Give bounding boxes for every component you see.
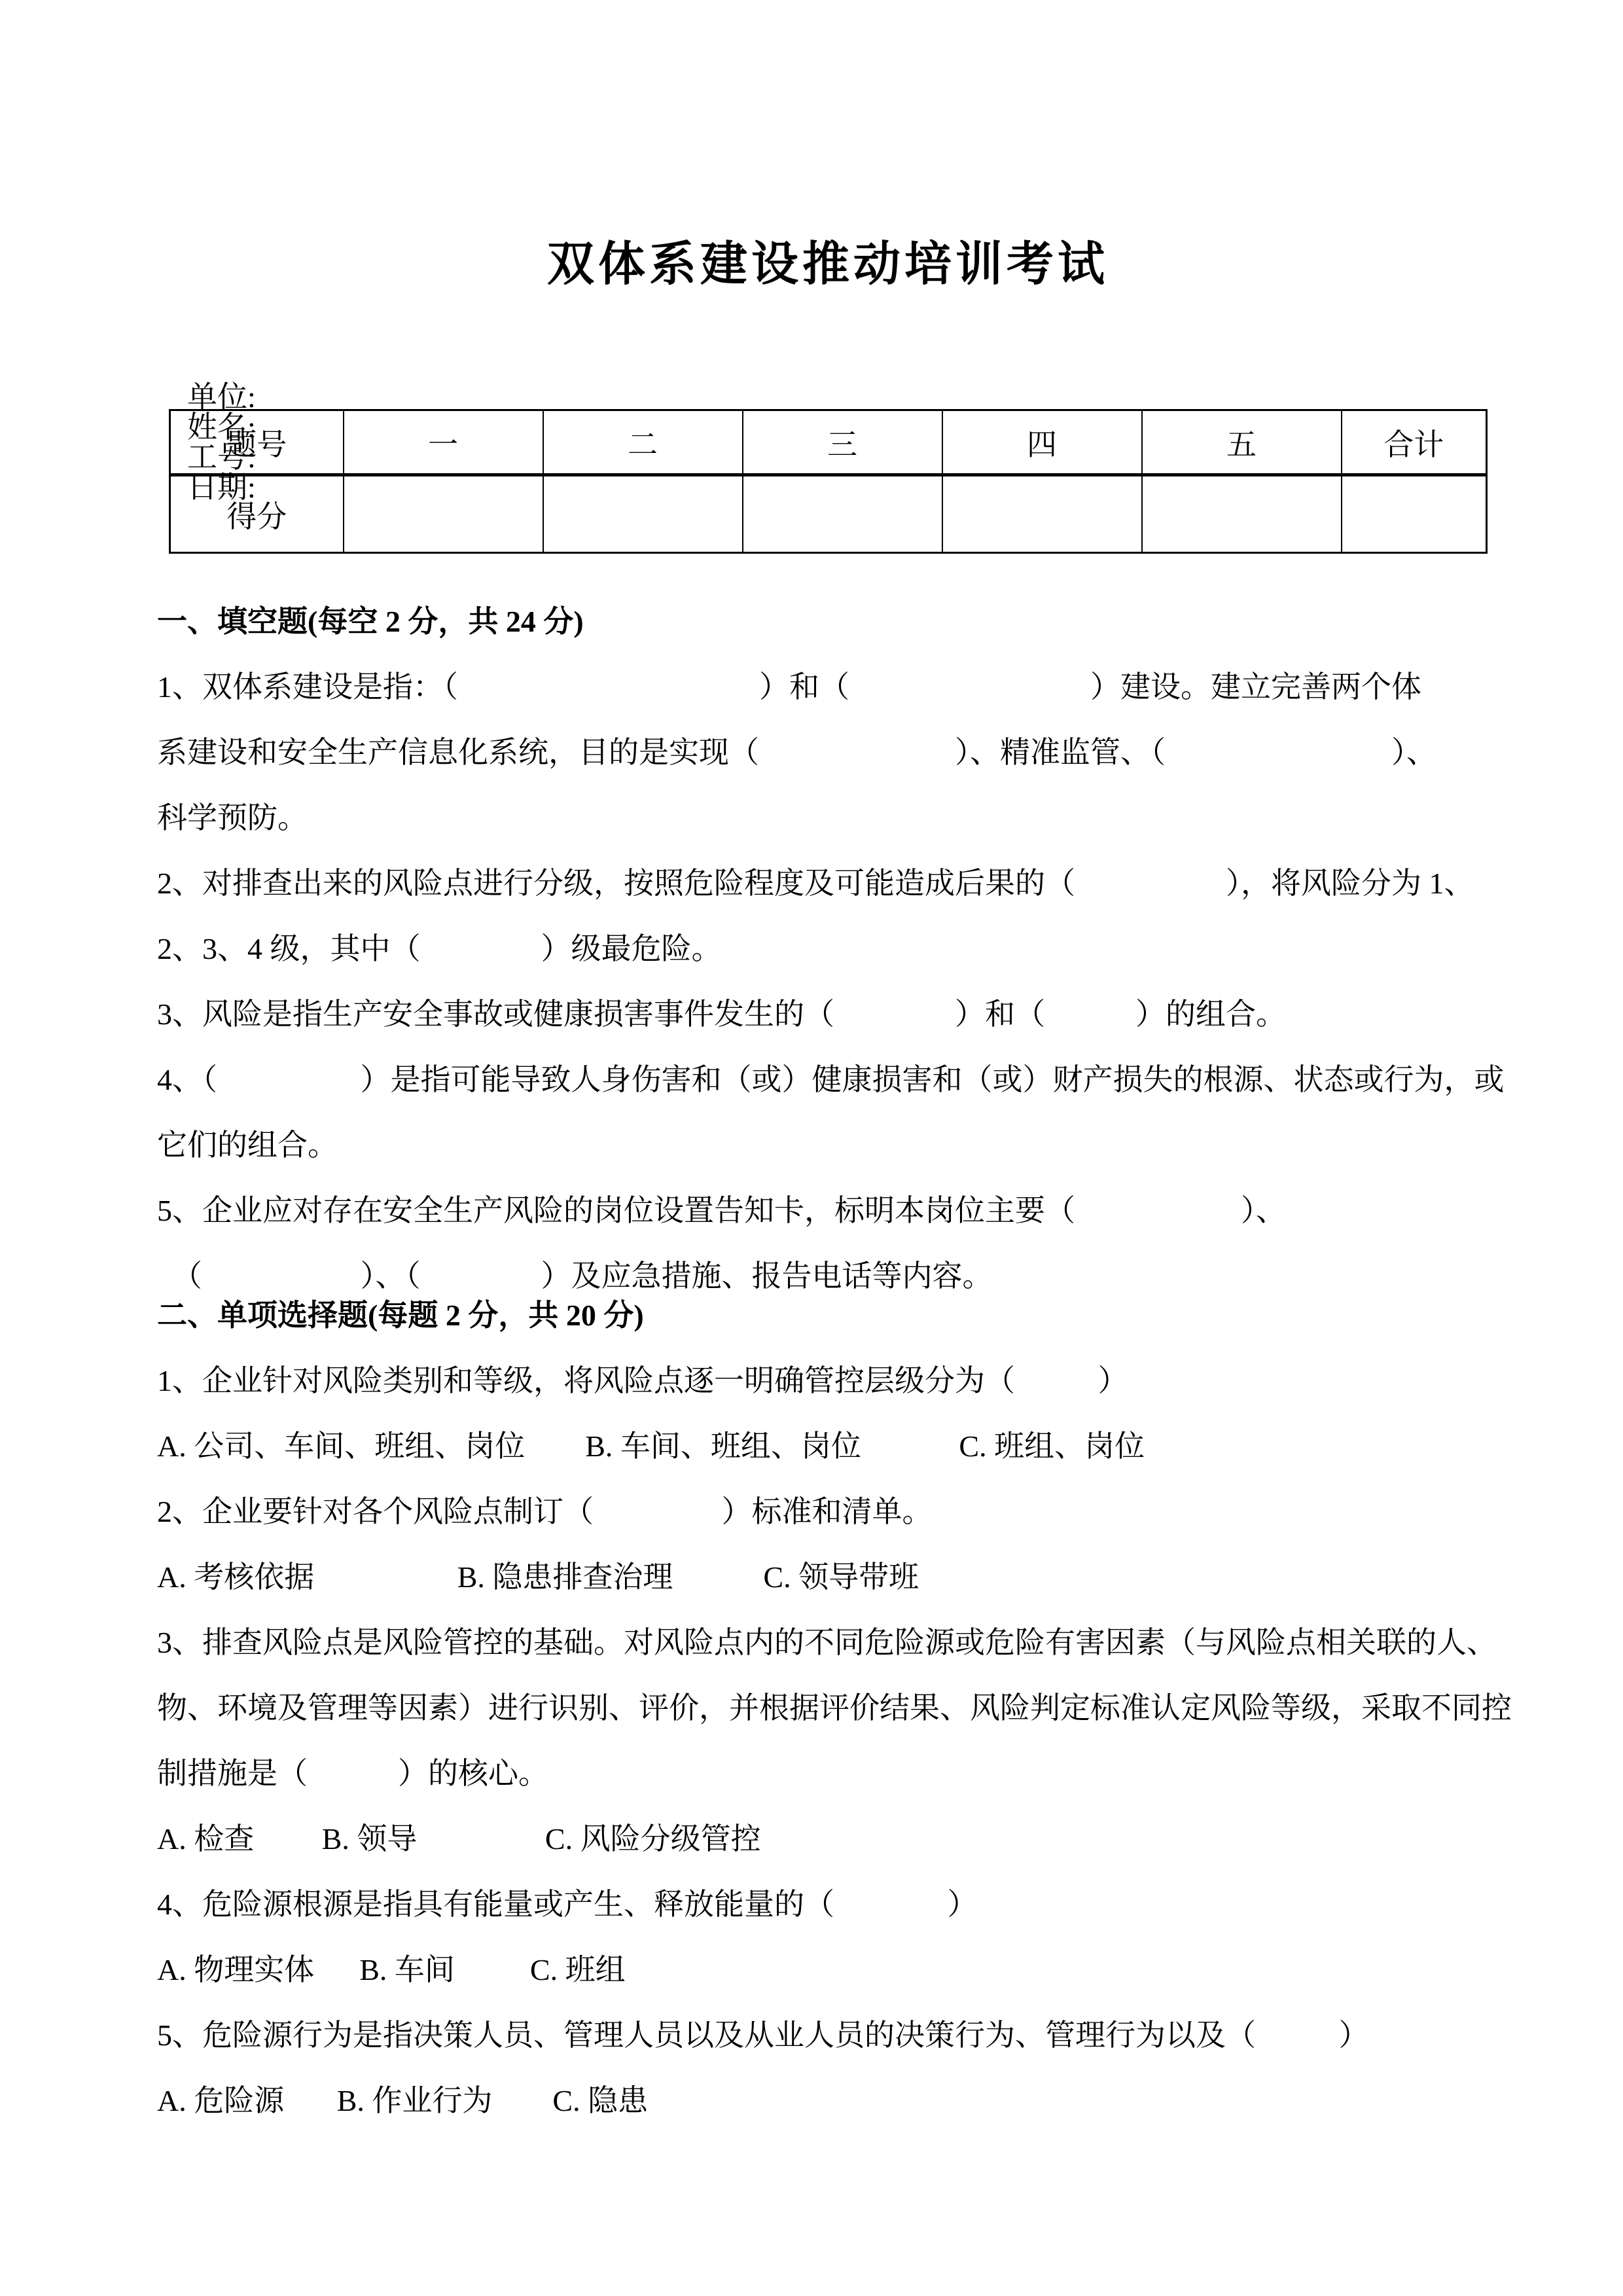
info-field-date: 日期: <box>187 471 256 504</box>
score-table-header-cell: 四 <box>942 410 1142 475</box>
question-line: 3、排查风险点是风险管控的基础。对风险点内的不同危险源或危险有害因素（与风险点相关联的人、 <box>157 1626 1497 1659</box>
score-table-header-cell: 五 <box>1142 410 1342 475</box>
score-table-header-row <box>170 410 1487 475</box>
question-line: 它们的组合。 <box>157 1128 338 1162</box>
score-cell <box>1142 475 1342 553</box>
question-line: 4、（ ）是指可能导致人身伤害和（或）健康损害和（或）财产损失的根源、状态或行为，或 <box>157 1063 1505 1096</box>
score-cell <box>743 475 942 553</box>
question-line: 4、危险源根源是指具有能量或产生、释放能量的（ ） <box>157 1888 978 1921</box>
question-line: 科学预防。 <box>157 801 308 834</box>
score-table-header-cell: 合计 <box>1342 410 1487 475</box>
question-line: 2、对排查出来的风险点进行分级，按照危险程度及可能造成后果的（ ），将风险分为 1、 <box>157 867 1474 900</box>
exam-body <box>157 589 1515 2134</box>
option-line: A. 公司、车间、班组、岗位 B. 车间、班组、岗位 C. 班组、岗位 <box>157 1429 1145 1463</box>
option-line: A. 检查 B. 领导 C. 风险分级管控 <box>157 1822 761 1856</box>
score-table-header-cell: 一 <box>344 410 543 475</box>
score-cell <box>942 475 1142 553</box>
option-line: A. 考核依据 B. 隐患排查治理 C. 领导带班 <box>157 1560 919 1594</box>
info-field-unit: 单位: <box>187 380 256 414</box>
score-row-label: 得分 <box>170 475 344 553</box>
score-cell <box>344 475 543 553</box>
section-1-heading: 一、填空题(每空 2 分，共 24 分) <box>157 605 584 638</box>
option-line: A. 物理实体 B. 车间 C. 班组 <box>157 1953 626 1986</box>
score-table-header-cell: 二 <box>543 410 743 475</box>
score-cell <box>543 475 743 553</box>
question-line: 2、3、4 级，其中（ ）级最危险。 <box>157 932 722 965</box>
option-line: A. 危险源 B. 作业行为 C. 隐患 <box>157 2084 649 2117</box>
exam-title: 双体系建设推动培训考试 <box>546 238 1109 291</box>
question-line: 系建设和安全生产信息化系统，目的是实现（ ）、精准监管、（ ）、 <box>157 736 1436 769</box>
question-line: 制措施是（ ）的核心。 <box>157 1757 548 1790</box>
score-table-score-row <box>170 475 1487 553</box>
question-line: 2、企业要针对各个风险点制订（ ）标准和清单。 <box>157 1495 933 1528</box>
section-2-heading: 二、单项选择题(每题 2 分，共 20 分) <box>157 1299 644 1332</box>
question-line: 3、风险是指生产安全事故或健康损害事件发生的（ ）和（ ）的组合。 <box>157 997 1286 1031</box>
question-line: 1、双体系建设是指：（ ）和（ ）建设。建立完善两个体 <box>157 670 1421 704</box>
score-table <box>169 409 1488 554</box>
question-line: 1、企业针对风险类别和等级，将风险点逐一明确管控层级分为（ ） <box>157 1364 1128 1397</box>
score-table-header-cell: 题号 <box>170 410 344 475</box>
info-field-employee-id: 工号: <box>187 440 256 474</box>
question-line: 物、环境及管理等因素）进行识别、评价，并根据评价结果、风险判定标准认定风险等级，采取不同控 <box>157 1691 1512 1725</box>
question-line: （ ）、（ ）及应急措施、报告电话等内容。 <box>157 1259 993 1293</box>
info-field-name: 姓名: <box>187 410 256 444</box>
score-table-header-cell: 三 <box>743 410 942 475</box>
question-line: 5、企业应对存在安全生产风险的岗位设置告知卡，标明本岗位主要（ ）、 <box>157 1194 1286 1227</box>
question-line: 5、危险源行为是指决策人员、管理人员以及从业人员的决策行为、管理行为以及（ ） <box>157 2018 1369 2052</box>
